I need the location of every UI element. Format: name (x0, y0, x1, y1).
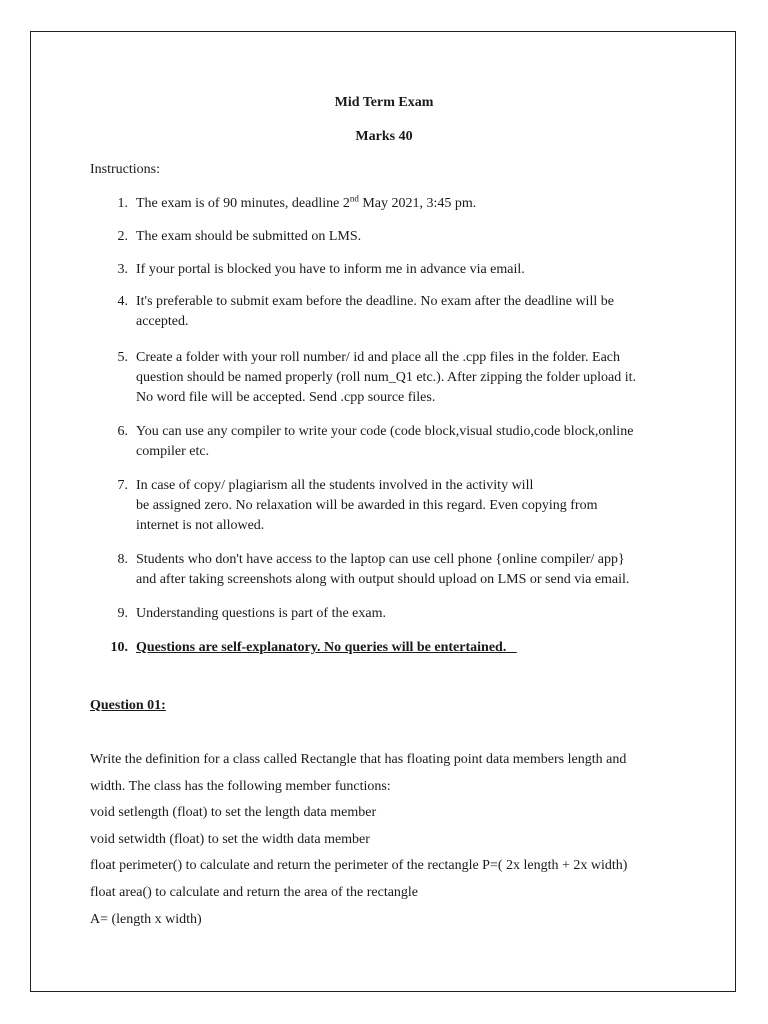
item-text (136, 292, 686, 332)
question-line: A= (length x width) (90, 912, 202, 927)
question-line: float perimeter() to calculate and return the perimeter of the rectangle P=( 2x length + 2x width) (90, 858, 628, 873)
item-number: 7. (117, 478, 128, 493)
instructions-label: Instructions: (90, 162, 160, 177)
item-line: Students who don't have access to the laptop can use cell phone {online compiler/ app} (136, 552, 625, 567)
item-line: accepted. (136, 314, 189, 329)
item-text: If your portal is blocked you have to inform me in advance via email. (136, 262, 525, 277)
item-number: 1. (117, 196, 128, 211)
item-line: compiler etc. (136, 444, 210, 459)
item-text-part: May 2021, 3:45 pm. (358, 196, 477, 211)
question-line: void setwidth (float) to set the width data member (90, 832, 370, 847)
item-text: The exam should be submitted on LMS. (136, 229, 362, 244)
item-line: Create a folder with your roll number/ id and place all the .cpp files in the folder. Each (136, 350, 620, 365)
superscript: nd (349, 193, 359, 204)
item-number: 6. (117, 424, 128, 439)
item-number: 8. (117, 552, 128, 567)
item-number: 5. (117, 350, 128, 365)
item-line: and after taking screenshots along with output should upload on LMS or send via email. (136, 572, 630, 587)
item-number: 3. (117, 262, 128, 277)
question-heading: Question 01: (90, 698, 166, 713)
item-line: be assigned zero. No relaxation will be awarded in this regard. Even copying from (136, 498, 598, 513)
question-line: void setlength (float) to set the length data member (90, 805, 377, 820)
item-text (136, 348, 686, 408)
item-text (136, 550, 686, 590)
item-line: In case of copy/ plagiarism all the students involved in the activity will (136, 478, 534, 493)
item-line: No word file will be accepted. Send .cpp source files. (136, 390, 436, 405)
exam-title: Mid Term Exam (334, 95, 434, 110)
item-line: It's preferable to submit exam before the deadline. No exam after the deadline will be (136, 294, 614, 309)
item-number: 10. (110, 640, 128, 655)
item-text-part: The exam is of 90 minutes, deadline 2 (136, 196, 350, 211)
item-number: 9. (117, 606, 128, 621)
item-text (136, 194, 686, 214)
question-line: width. The class has the following member functions: (90, 779, 391, 794)
question-line: float area() to calculate and return the area of the rectangle (90, 885, 419, 900)
item-text (136, 422, 686, 462)
item-line: You can use any compiler to write your code (code block,visual studio,code block,online (136, 424, 634, 439)
question-line: Write the definition for a class called Rectangle that has floating point data members length and (90, 752, 627, 767)
item-number: 4. (117, 294, 128, 309)
item-line: internet is not allowed. (136, 518, 265, 533)
item-number: 2. (117, 229, 128, 244)
exam-marks: Marks 40 (355, 129, 413, 144)
item-line: question should be named properly (roll num_Q1 etc.). After zipping the folder upload it. (136, 370, 636, 385)
item-text: Questions are self-explanatory. No queries will be entertained. (136, 640, 517, 655)
item-text (136, 476, 686, 536)
item-text: Understanding questions is part of the exam. (136, 606, 387, 621)
